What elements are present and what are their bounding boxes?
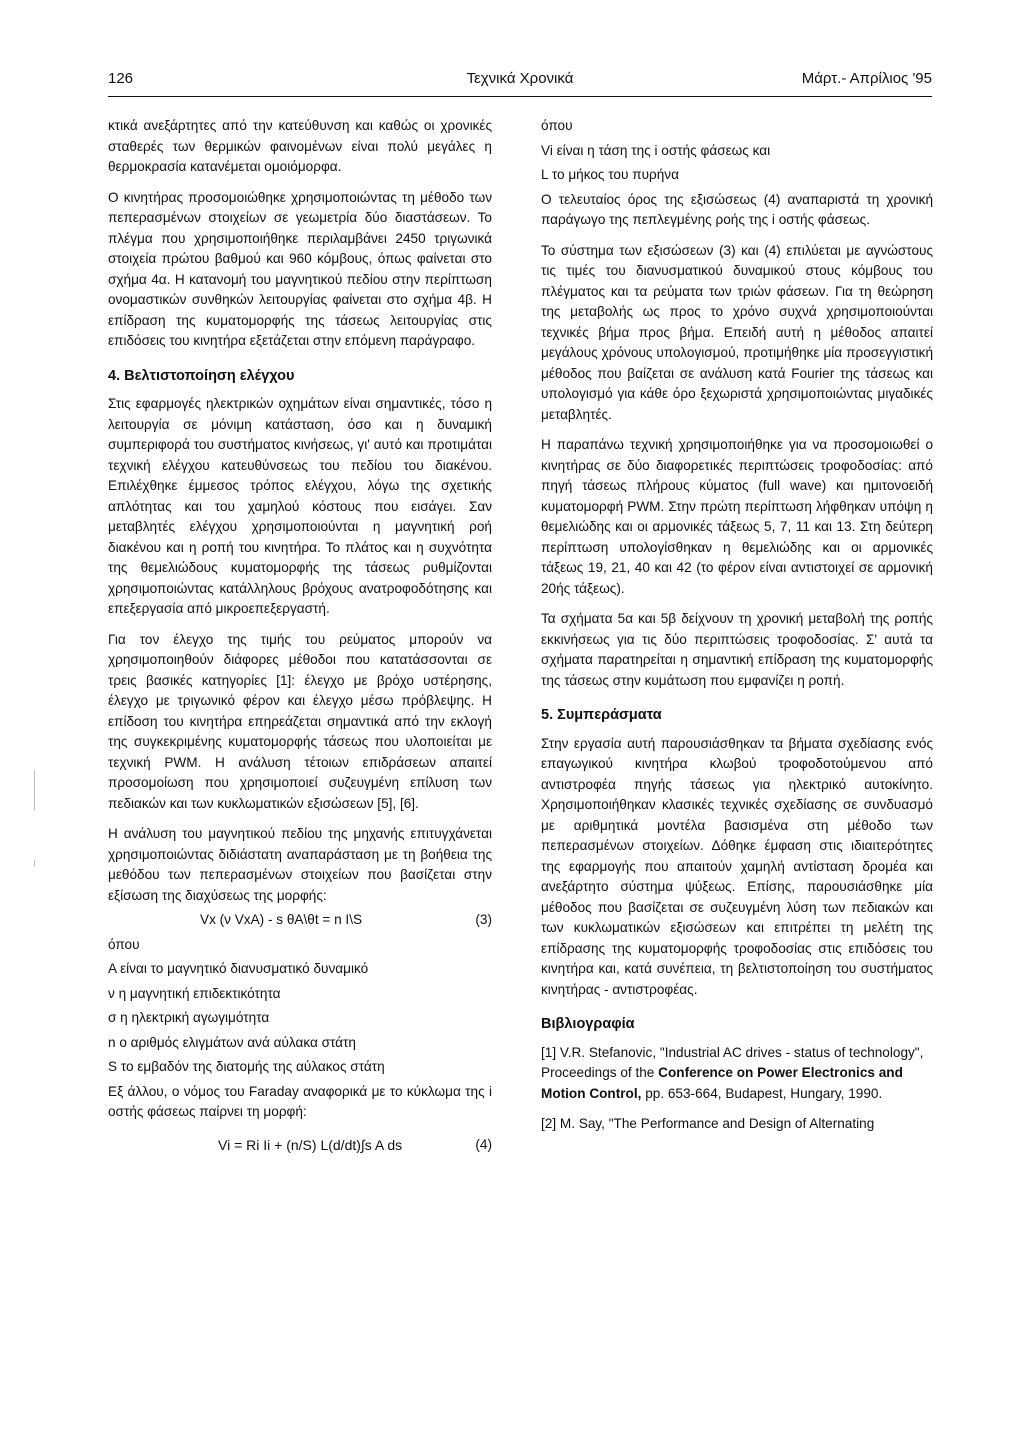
right-column <box>541 116 933 1145</box>
equation-3-label: (3) <box>475 912 492 927</box>
reference-text: [1] V.R. Stefanovic, "Industrial AC drives - status of technology", Proceedings of the <box>541 1044 924 1080</box>
paragraph: Στις εφαρμογές ηλεκτρικών οχημάτων είναι σημαντικές, τόσο η λειτουργία σε μόνιμη κατάσταση, όσο και η δυναμική συμπεριφορά του συστήματος κινήσεως, γι' αυτό και προτιμάται τεχνική ελέγχου κατευθύνσεως του πεδίου του διακένου. Επιλέχθηκε έμμεσος τρόπος ελέγχου, λόγω της σχετικής απλότητας και του χαμηλού κόστους που εισάγει. Σαν μεταβλητές ελέγχου χρησιμοποιούνται η μαγνητική ροή διακένου και η ροπή του κινητήρα. Το πλάτος και η συχνότητα της θεμελιώδους κυματομορφής της τάσεως ρυθμίζονται χρησιμοποιώντας κατάλληλους βρόχους ανατροφοδότησης και επεξεργασία από μικροεπεξεργαστή. <box>108 396 492 616</box>
left-column <box>108 116 492 1165</box>
definition-item: Vi είναι η τάση της i οστής φάσεως και <box>541 142 771 158</box>
paragraph: Η ανάλυση του μαγνητικού πεδίου της μηχανής επιτυγχάνεται χρησιμοποιώντας διδιάστατη αναπαράσταση με τη βοήθεια της μεθόδου των πεπερασμένων στοιχείων που βασίζεται στην εξίσωση της διαχύσεως της μορφής: <box>108 826 492 903</box>
page-header <box>108 70 932 94</box>
definition-item: ν η μαγνητική επιδεκτικότητα <box>108 985 281 1001</box>
paragraph: κτικά ανεξάρτητες από την κατεύθυνση και καθώς οι χρονικές σταθερές των θερμικών φαινομένων είναι πολύ μεγάλες η θερμοκρασία κατανέμεται ομοιόμορφα. <box>108 118 492 174</box>
reference-venue: Conference on Power Electronics and Motion Control, <box>541 1065 903 1101</box>
scan-mark <box>34 860 35 866</box>
equation-3-expression: Vx (ν VxA) - s θA\θt = n I\S <box>200 912 363 927</box>
section-5-heading: 5. Συμπεράσματα <box>541 707 662 723</box>
where-label: όπου <box>541 118 573 133</box>
paragraph: Το σύστημα των εξισώσεων (3) και (4) επιλύεται με αγνώστους τις τιμές του διανυσματικού δυναμικού στους κόμβους του πλέγματος και τα ρεύματα των τριών φάσεων. Για τη θεώρηση της μεταβολής ως προς το χρόνο συχνά χρησιμοποιούνται τεχνικές βήμα προς βήμα. Επειδή αυτή η μέθοδος απαιτεί μεγάλους χρόνους υπολογισμού, προτιμήθηκε μία προσεγγιστική μέθοδος που βαίζεται σε ανάλυση κατά Fourier της τάσεως και υπολογισμό για κάθε όρο ξεχωριστά χρησιμοποιώντας μιγαδικές μεταβλητές. <box>541 242 933 422</box>
paragraph: Ο τελευταίος όρος της εξισώσεως (4) αναπαριστά τη χρονική παράγωγο της πεπλεγμένης ροής της i οστής φάσεως. <box>541 191 933 227</box>
bibliography-heading: Βιβλιογραφία <box>541 1016 635 1032</box>
paragraph: Ο κινητήρας προσομοιώθηκε χρησιμοποιώντας τη μέθοδο των πεπερασμένων στοιχείων σε γεωμετρία δύο διαστάσεων. Το πλέγμα που χρησιμοποιήθηκε περιλαμβάνει 2450 τριγωνικά στοιχεία πρώτου βαθμού και 960 κόμβους, όπως φαίνεται στο σχήμα 4α. Η κατανομή του μαγνητικού πεδίου στην περίπτωση ονομαστικών συνθηκών λειτουργίας φαίνεται στο σχήμα 4β. Η επίδραση της κυματομορφής της τάσεως λειτουργίας στις επιδόσεις του κινητήρα εξετάζεται στην επόμενη παράγραφο. <box>108 189 492 348</box>
section-4-heading: 4. Βελτιστοποίηση ελέγχου <box>108 367 295 384</box>
paragraph: Εξ άλλου, ο νόμος του Faraday αναφορικά με το κύκλωμα της i οστής φάσεως παίρνει τη μορφή: <box>108 1083 492 1119</box>
journal-title: Τεχνικά Χρονικά <box>466 70 574 87</box>
paragraph: Στην εργασία αυτή παρουσιάσθηκαν τα βήματα σχεδίασης ενός επαγωγικού κινητήρα κλωβού τροφοδοτούμενου από αντιστροφέα πηγής τάσεως για ηλεκτρικό αυτοκίνητο. Χρησιμοποιήθηκαν κλασικές τεχνικές σχεδίασης σε συνδυασμό με αριθμητικά μοντέλα βασισμένα στη μέθοδο των πεπερασμένων στοιχείων. Δόθηκε έμφαση στις ιδιαιτερότητες της εφαρμογής που απαιτούν χαμηλή αντίσταση δρομέα και ανεξάρτητο σύστημα ψύξεως. Επίσης, παρουσιάσθηκε μία μέθοδος που βασίζεται σε συζευγμένη λύση των πεδιακών και των κυκλωματικών εξισώσεων και επιτρέπει τη μελέτη της επίδρασης της κυματομορφής τροφοδοσίας στις επιδόσεις του κινητήρα και, κατά συνέπεια, τη βελτιστοποίηση του συστήματος κινητήρας - αντιστροφέας. <box>541 735 933 997</box>
reference-text: pp. 653-664, Budapest, Hungary, 1990. <box>641 1085 883 1101</box>
reference-item: [2] M. Say, "The Performance and Design of Alternating <box>541 1116 875 1131</box>
header-rule <box>108 96 932 97</box>
equation-4-label: (4) <box>475 1136 492 1152</box>
reference-item <box>541 1043 933 1105</box>
where-label: όπου <box>108 936 140 952</box>
paragraph: Η παραπάνω τεχνική χρησιμοποιήθηκε για να προσομοιωθεί ο κινητήρας σε δύο διαφορετικές περιπτώσεις τροφοδοσίας: από πηγή τάσεως πλήρους κύματος (full wave) και ημιτονοειδή κυματομορφή PWM. Στην πρώτη περίπτωση λήφθηκαν υπόψη η θεμελιώδης και οι αρμονικές τάξεως 5, 7, 11 και 13. Στη δεύτερη περίπτωση υπολογίσθηκαν η θεμελιώδης και οι αρμονικές τάξεως 19, 21, 40 και 42 (το φέρον είναι αντιστοιχεί σε αρμονική 20ής τάξεως). <box>541 437 933 596</box>
equation-4 <box>108 1135 492 1156</box>
issue-date: Μάρτ.- Απρίλιος '95 <box>801 70 932 87</box>
definition-item: S το εμβαδόν της διατομής της αύλακος στάτη <box>108 1059 385 1074</box>
paragraph: Για τον έλεγχο της τιμής του ρεύματος μπορούν να χρησιμοποιηθούν διάφορες μέθοδοι που κατατάσσονται σε τρεις βασικές κατηγορίες [1]: έλεγχο με βρόχο υστέρησης, έλεγχο με τριγωνικό φέρον και έλεγχο μέσω πρόβλεψης. Η επίδοση του κινητήρα επηρεάζεται σημαντικά από την εκλογή της συγκεκριμένης κυματομορφής τάσεως που υλοποιείται με τεχνική PWM. Η ανάλυση τέτοιων επιδράσεων απαιτεί προσομοίωση που χρησιμοποιεί συζευγμένη επίλυση των πεδιακών και των κυκλωματικών εξισώσεων [5], [6]. <box>108 631 492 811</box>
equation-3 <box>108 910 492 931</box>
page-number: 126 <box>108 70 134 87</box>
definition-item: σ η ηλεκτρική αγωγιμότητα <box>108 1010 270 1025</box>
scan-mark <box>34 770 35 810</box>
equation-4-expression: Vi = Ri Ii + (n/S) L(d/dt)∫s A ds <box>218 1136 403 1153</box>
definition-item: n ο αριθμός ελιγμάτων ανά αύλακα στάτη <box>108 1034 356 1050</box>
definition-item: A είναι το μαγνητικό διανυσματικό δυναμικό <box>108 961 369 976</box>
definition-item: L το μήκος του πυρήνα <box>541 167 679 182</box>
paragraph: Τα σχήματα 5α και 5β δείχνουν τη χρονική μεταβολή της ροπής εκκινήσεως για τις δύο περιπτώσεις τροφοδοσίας. Σ' αυτά τα σχήματα παρατηρείται η σημαντική επίδραση της κυματομορφής της τάσεως στην κυμάτωση που εμφανίζει η ροπή. <box>541 611 933 688</box>
